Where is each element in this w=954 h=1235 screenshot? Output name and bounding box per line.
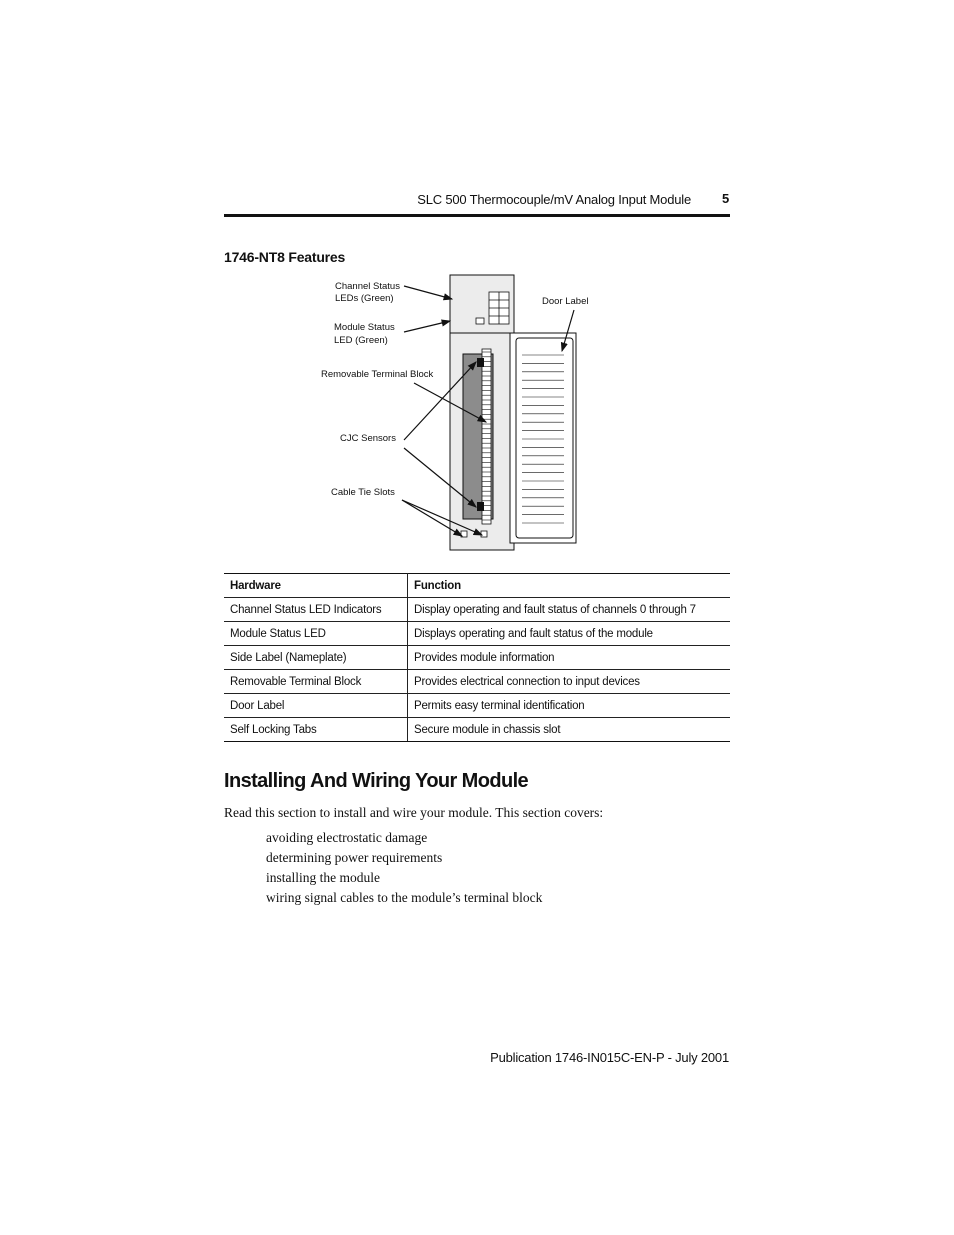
callout-channel-status-line1: Channel Status (335, 281, 400, 292)
column-header-function: Function (408, 574, 731, 598)
install-section-heading: Installing And Wiring Your Module (224, 770, 529, 792)
removable-terminal-block (463, 349, 493, 524)
table-row (224, 622, 730, 646)
cjc-sensor-top (477, 358, 484, 367)
install-topics-list (266, 829, 542, 909)
channel-status-leds (489, 292, 509, 324)
page-number: 5 (722, 191, 730, 206)
list-item: determining power requirements (266, 850, 443, 865)
hardware-cell: Self Locking Tabs (224, 718, 408, 742)
module-door (510, 333, 576, 543)
features-section-title: 1746-NT8 Features (224, 249, 346, 265)
hardware-cell: Door Label (224, 694, 408, 718)
callout-module-status-line2: LED (Green) (334, 335, 388, 346)
hardware-cell: Removable Terminal Block (224, 670, 408, 694)
cable-tie-slot-right (481, 531, 487, 537)
publication-footer: Publication 1746-IN015C-EN-P - July 2001 (490, 1050, 729, 1065)
hardware-cell: Module Status LED (224, 622, 408, 646)
list-item: wiring signal cables to the module’s terminal block (266, 890, 543, 905)
module-features-figure (224, 265, 730, 560)
function-cell: Displays operating and fault status of the module (408, 622, 731, 646)
list-item: installing the module (266, 870, 380, 885)
cjc-sensor-bottom (477, 502, 484, 511)
function-cell: Display operating and fault status of channels 0 through 7 (408, 598, 731, 622)
list-item: avoiding electrostatic damage (266, 830, 428, 845)
function-cell: Secure module in chassis slot (408, 718, 731, 742)
module-status-led (476, 318, 484, 324)
features-table (224, 573, 730, 742)
table-row (224, 670, 730, 694)
table-row (224, 718, 730, 742)
callout-channel-status-line2: LEDs (Green) (335, 293, 394, 304)
running-header-title: SLC 500 Thermocouple/mV Analog Input Module (417, 192, 691, 207)
function-cell: Provides electrical connection to input devices (408, 670, 731, 694)
callout-module-status-line1: Module Status (334, 322, 395, 333)
header-rule (224, 214, 730, 217)
callout-cable-tie-slots: Cable Tie Slots (331, 487, 395, 498)
hardware-cell: Channel Status LED Indicators (224, 598, 408, 622)
callout-door-label: Door Label (542, 296, 589, 307)
function-cell: Provides module information (408, 646, 731, 670)
function-cell: Permits easy terminal identification (408, 694, 731, 718)
install-intro-paragraph: Read this section to install and wire your module. This section covers: (224, 805, 604, 820)
column-header-hardware: Hardware (224, 574, 408, 598)
callout-removable-terminal-block: Removable Terminal Block (321, 369, 434, 380)
table-header-row (224, 574, 730, 598)
callout-cjc-sensors: CJC Sensors (340, 433, 396, 444)
table-row (224, 598, 730, 622)
hardware-cell: Side Label (Nameplate) (224, 646, 408, 670)
table-row (224, 694, 730, 718)
table-row (224, 646, 730, 670)
